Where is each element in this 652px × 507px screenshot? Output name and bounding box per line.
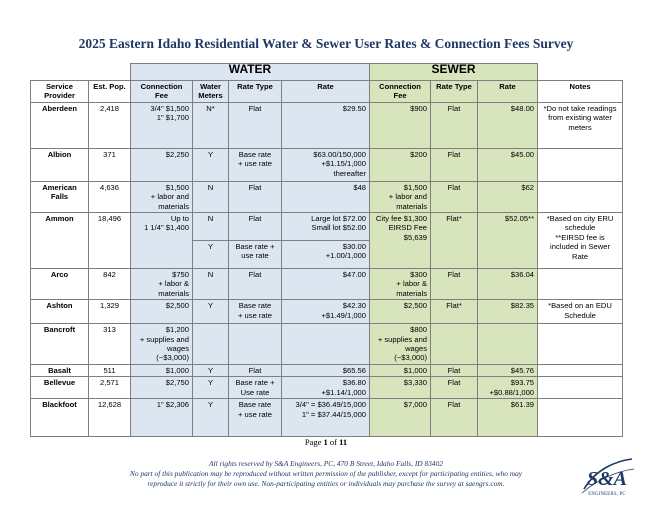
water-rate-cell: 3/4" = $36.49/15,000 1" = $37.44/15,000: [282, 399, 370, 437]
logo-caption: ENGINEERS, PC: [588, 492, 626, 497]
pop-cell: 4,636: [89, 181, 131, 212]
pop-cell: 1,329: [89, 300, 131, 324]
sewer-rate-cell: $62: [478, 181, 538, 212]
pop-cell: 842: [89, 269, 131, 300]
sewer-fee-cell: $800 + supplies and wages (~$3,000): [370, 324, 431, 365]
sewer-rate-type-cell: [431, 324, 478, 365]
sewer-fee-cell: $900: [370, 102, 431, 148]
footer-notice: [60, 459, 592, 489]
sewer-rate-cell: $52.05**: [478, 213, 538, 269]
provider-cell: Albion: [31, 148, 89, 181]
sewer-fee-cell: $300 + labor & materials: [370, 269, 431, 300]
notes-cell: [538, 399, 623, 437]
sewer-rate-type-cell: Flat: [431, 269, 478, 300]
sewer-fee-cell: $1,500 + labor and materials: [370, 181, 431, 212]
sewer-fee-cell: $3,330: [370, 377, 431, 399]
sewer-group-header: SEWER: [370, 64, 538, 81]
page-of: of: [327, 437, 340, 447]
sewer-fee-cell: $1,000: [370, 364, 431, 376]
meters-cell: Y: [193, 377, 229, 399]
page-prefix: Page: [304, 437, 324, 447]
rate-type-cell: Base rate + Use rate: [229, 377, 282, 399]
meters-cell: Y: [193, 300, 229, 324]
table-row: [31, 148, 623, 181]
rates-table: [30, 63, 623, 437]
pop-cell: 12,628: [89, 399, 131, 437]
blank-corner-right: [538, 64, 623, 81]
col-header-water-fee: Connection Fee: [131, 81, 193, 103]
col-header-meters: Water Meters: [193, 81, 229, 103]
rate-type-cell: Base rate + use rate: [229, 148, 282, 181]
sewer-rate-cell: $82.35: [478, 300, 538, 324]
water-fee-cell: $2,250: [131, 148, 193, 181]
notes-cell: [538, 377, 623, 399]
sewer-fee-cell: $200: [370, 148, 431, 181]
column-header-row: [31, 81, 623, 103]
water-rate-cell: $65.56: [282, 364, 370, 376]
sewer-rate-type-cell: Flat: [431, 102, 478, 148]
page-title: 2025 Eastern Idaho Residential Water & Sewer User Rates & Connection Fees Survey: [78, 36, 574, 51]
water-fee-cell: Up to 1 1/4" $1,400: [131, 213, 193, 269]
blank-corner: [31, 64, 131, 81]
water-group-header: WATER: [131, 64, 370, 81]
sewer-rate-type-cell: Flat: [431, 148, 478, 181]
rate-type-cell: Flat: [229, 269, 282, 300]
sewer-rate-type-cell: Flat: [431, 377, 478, 399]
rights-line: All rights reserved by S&A Engineers, PC, 470 B Street, Idaho Falls, ID 83402: [209, 459, 443, 468]
sewer-fee-cell: $7,000: [370, 399, 431, 437]
page-current: 1: [323, 437, 328, 447]
notice-line-2: reproduce it strictly for their own use. Non-participating entities or individuals may purchase the survey at saengrs.com.: [147, 479, 505, 488]
pop-cell: 2,571: [89, 377, 131, 399]
meters-cell: N: [193, 181, 229, 212]
logo-mark: S&A: [586, 468, 628, 490]
group-header-row: [31, 64, 623, 81]
pop-cell: 18,496: [89, 213, 131, 269]
rate-type-cell: Base rate + use rate: [229, 399, 282, 437]
notes-cell: [538, 269, 623, 300]
notes-cell: [538, 364, 623, 376]
sewer-rate-cell: $36.04: [478, 269, 538, 300]
provider-cell: Arco: [31, 269, 89, 300]
water-fee-cell: 1" $2,306: [131, 399, 193, 437]
notes-cell: *Do not take readings from existing water meters: [538, 102, 623, 148]
water-fee-cell: $2,750: [131, 377, 193, 399]
water-rate-cell: $42.30 +$1.49/1,000: [282, 300, 370, 324]
sewer-fee-cell: $2,500: [370, 300, 431, 324]
meters-cell: N*: [193, 102, 229, 148]
sewer-rate-cell: [478, 324, 538, 365]
rate-type-cell: Flat: [229, 213, 282, 241]
sewer-rate-type-cell: Flat*: [431, 300, 478, 324]
col-header-sewer-rate: Rate: [478, 81, 538, 103]
table-row: [31, 300, 623, 324]
col-header-rate-type: Rate Type: [229, 81, 282, 103]
provider-cell: Basalt: [31, 364, 89, 376]
water-rate-cell: $63.00/150,000 +$1.15/1,000 thereafter: [282, 148, 370, 181]
sewer-rate-type-cell: Flat: [431, 399, 478, 437]
pop-cell: 2,418: [89, 102, 131, 148]
sewer-rate-type-cell: Flat*: [431, 213, 478, 269]
sewer-rate-cell: $45.00: [478, 148, 538, 181]
water-rate-cell: Large lot $72.00 Small lot $52.00: [282, 213, 370, 241]
table-row: [31, 269, 623, 300]
pop-cell: 511: [89, 364, 131, 376]
table-row: [31, 102, 623, 148]
sewer-rate-type-cell: Flat: [431, 364, 478, 376]
rate-type-cell: Base rate + use rate: [229, 300, 282, 324]
water-fee-cell: $1,500 + labor and materials: [131, 181, 193, 212]
rate-type-cell: Flat: [229, 102, 282, 148]
col-header-notes: Notes: [538, 81, 623, 103]
meters-cell: Y: [193, 364, 229, 376]
water-rate-cell: [282, 324, 370, 365]
water-rate-cell: $36.80 +$1.14/1,000: [282, 377, 370, 399]
meters-cell: N: [193, 269, 229, 300]
water-rate-cell: $30.00 +1.00/1,000: [282, 241, 370, 269]
table-row: [31, 377, 623, 399]
sewer-rate-cell: $93.75 +$0.88/1,000: [478, 377, 538, 399]
meters-cell: Y: [193, 241, 229, 269]
sewer-rate-type-cell: Flat: [431, 181, 478, 212]
col-header-sewer-rate-type: Rate Type: [431, 81, 478, 103]
provider-cell: Ammon: [31, 213, 89, 269]
sewer-rate-cell: $61.39: [478, 399, 538, 437]
rate-type-cell: Base rate + use rate: [229, 241, 282, 269]
table-row: [31, 213, 623, 241]
notes-cell: *Based on city ERU schedule **EIRSD fee is included in Sewer Rate: [538, 213, 623, 269]
sewer-fee-cell: City fee $1,300 EIRSD Fee $5,639: [370, 213, 431, 269]
provider-cell: Bancroft: [31, 324, 89, 365]
notice-line-1: No part of this publication may be reproduced without written permission of the publisher, except for participating entities, who may: [129, 469, 523, 478]
sewer-rate-cell: $45.76: [478, 364, 538, 376]
rate-type-cell: Flat: [229, 364, 282, 376]
meters-cell: N: [193, 213, 229, 241]
water-fee-cell: $750 + labor & materials: [131, 269, 193, 300]
table-row: [31, 324, 623, 365]
notes-cell: [538, 148, 623, 181]
notes-cell: [538, 181, 623, 212]
rate-type-cell: [229, 324, 282, 365]
col-header-pop: Est. Pop.: [89, 81, 131, 103]
meters-cell: [193, 324, 229, 365]
water-fee-cell: $2,500: [131, 300, 193, 324]
water-rate-cell: $47.00: [282, 269, 370, 300]
provider-cell: American Falls: [31, 181, 89, 212]
table-row: [31, 364, 623, 376]
col-header-provider: Service Provider: [31, 81, 89, 103]
notes-cell: [538, 324, 623, 365]
notes-cell: *Based on an EDU Schedule: [538, 300, 623, 324]
rate-type-cell: Flat: [229, 181, 282, 212]
water-rate-cell: $48: [282, 181, 370, 212]
meters-cell: Y: [193, 148, 229, 181]
meters-cell: Y: [193, 399, 229, 437]
water-fee-cell: $1,000: [131, 364, 193, 376]
water-fee-cell: 3/4" $1,500 1" $1,700: [131, 102, 193, 148]
pop-cell: 371: [89, 148, 131, 181]
provider-cell: Aberdeen: [31, 102, 89, 148]
table-row: [31, 181, 623, 212]
sewer-rate-cell: $48.00: [478, 102, 538, 148]
provider-cell: Ashton: [31, 300, 89, 324]
page-number: [0, 437, 652, 447]
pop-cell: 313: [89, 324, 131, 365]
page-total: 11: [339, 437, 348, 447]
col-header-sewer-fee: Connection Fee: [370, 81, 431, 103]
provider-cell: Blackfoot: [31, 399, 89, 437]
water-fee-cell: $1,200 + supplies and wages (~$3,000): [131, 324, 193, 365]
col-header-water-rate: Rate: [282, 81, 370, 103]
provider-cell: Bellevue: [31, 377, 89, 399]
table-row: [31, 399, 623, 437]
water-rate-cell: $29.50: [282, 102, 370, 148]
